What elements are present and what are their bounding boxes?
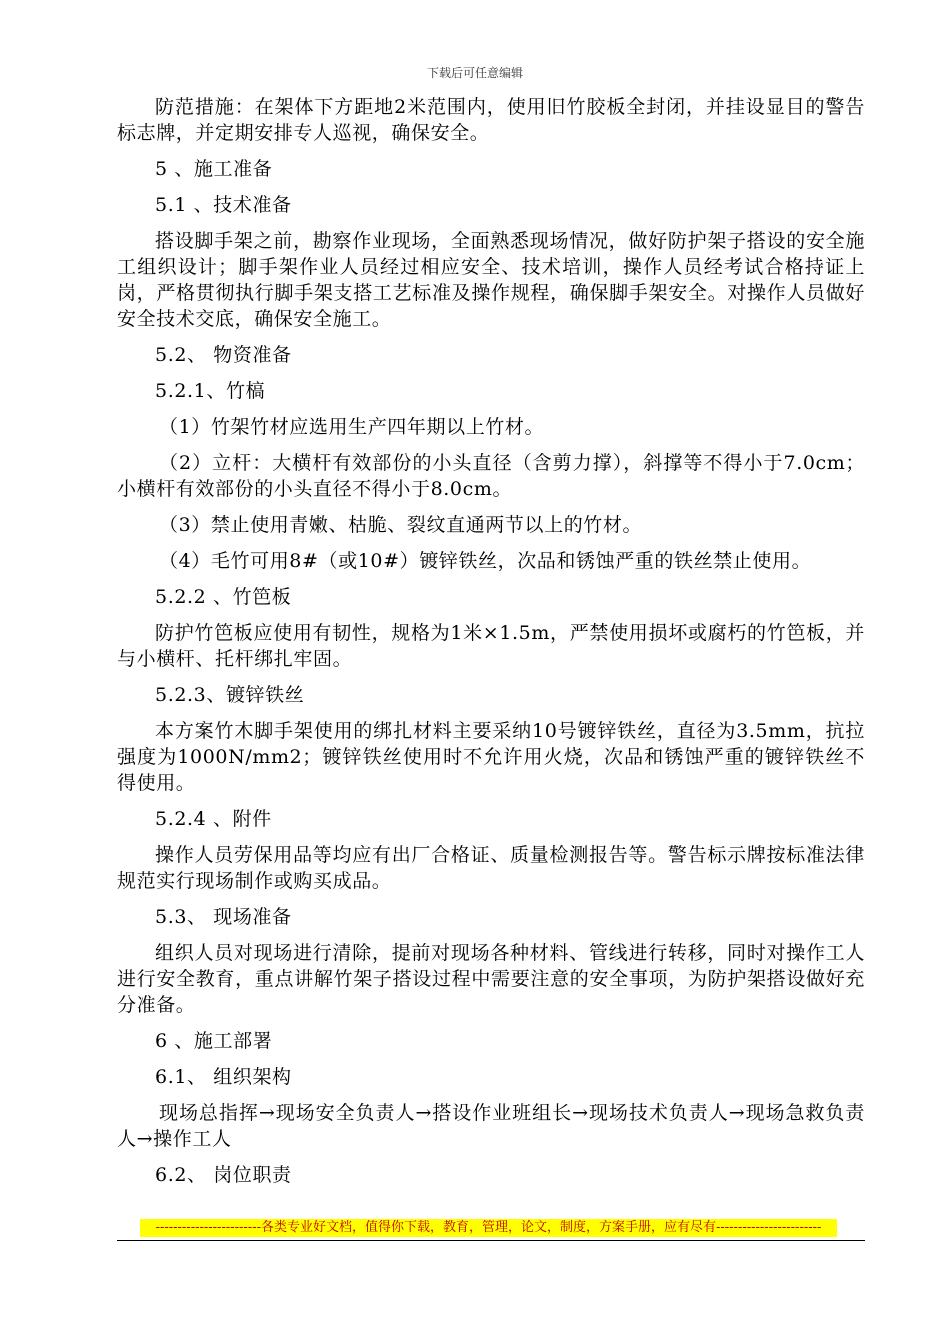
section-heading: 5.1 、技术准备 bbox=[155, 194, 292, 216]
section-heading: 5.2.3、镀锌铁丝 bbox=[155, 684, 305, 706]
list-item: （4）毛竹可用8#（或10#）镀锌铁丝，次品和锈蚀严重的铁丝禁止使用。 bbox=[159, 550, 812, 572]
section-heading: 5.2.2 、竹笆板 bbox=[155, 586, 292, 608]
section-heading: 6.1、 组织架构 bbox=[155, 1066, 292, 1088]
footer-rule bbox=[117, 1240, 865, 1241]
section-heading: 5.2、 物资准备 bbox=[155, 344, 292, 366]
paragraph: 本方案竹木脚手架使用的绑扎材料主要采纳10号镀锌铁丝，直径为3.5mm，抗拉强度为1000N/mm2；镀锌铁丝使用时不允许用火烧，次品和锈蚀严重的镀锌铁丝不得使用。 bbox=[117, 720, 865, 794]
paragraph: 防护竹笆板应使用有韧性，规格为1米×1.5m，严禁使用损坏或腐朽的竹笆板，并与小横杆、托杆绑扎牢固。 bbox=[117, 622, 865, 670]
paragraph: 搭设脚手架之前，勘察作业现场，全面熟悉现场情况，做好防护架子搭设的安全施工组织设计；脚手架作业人员经过相应安全、技术培训，操作人员经考试合格持证上岗，严格贯彻执行脚手架支搭工艺标准及操作规程，确保脚手架安全。对操作人员做好安全技术交底，确保安全施工。 bbox=[117, 230, 865, 330]
section-heading: 6.2、 岗位职责 bbox=[155, 1164, 292, 1186]
section-heading: 5.3、 现场准备 bbox=[155, 906, 292, 928]
paragraph: 防范措施：在架体下方距地2米范围内，使用旧竹胶板全封闭，并挂设显目的警告标志牌，并定期安排专人巡视，确保安全。 bbox=[117, 96, 865, 144]
document-body bbox=[117, 94, 865, 1198]
section-heading: 6 、施工部署 bbox=[155, 1030, 273, 1052]
list-item: （3）禁止使用青嫩、枯脆、裂纹直通两节以上的竹材。 bbox=[159, 514, 643, 536]
section-heading: 5 、施工准备 bbox=[155, 158, 273, 180]
section-heading: 5.2.4 、附件 bbox=[155, 808, 272, 830]
header-note: 下载后可任意编辑 bbox=[426, 66, 523, 80]
list-item: 现场总指挥→现场安全负责人→搭设作业班组长→现场技术负责人→现场急救负责人→操作工人 bbox=[117, 1102, 866, 1150]
list-item: （2）立杆：大横杆有效部份的小头直径（含剪力撑），斜撑等不得小于7.0cm；小横杆有效部份的小头直径不得小于8.0cm。 bbox=[117, 452, 865, 500]
list-item: （1）竹架竹材应选用生产四年期以上竹材。 bbox=[159, 416, 545, 438]
paragraph: 组织人员对现场进行清除，提前对现场各种材料、管线进行转移，同时对操作工人进行安全教育，重点讲解竹架子搭设过程中需要注意的安全事项，为防护架搭设做好充分准备。 bbox=[117, 942, 865, 1016]
paragraph: 操作人员劳保用品等均应有出厂合格证、质量检测报告等。警告标示牌按标准法律规范实行现场制作或购买成品。 bbox=[117, 844, 865, 892]
footer-banner: ------------------------各类专业好文档，值得你下载，教育，管理，论文，制度，方案手册，应有尽有------------------------ bbox=[140, 1219, 837, 1237]
section-heading: 5.2.1、竹槁 bbox=[155, 380, 266, 402]
